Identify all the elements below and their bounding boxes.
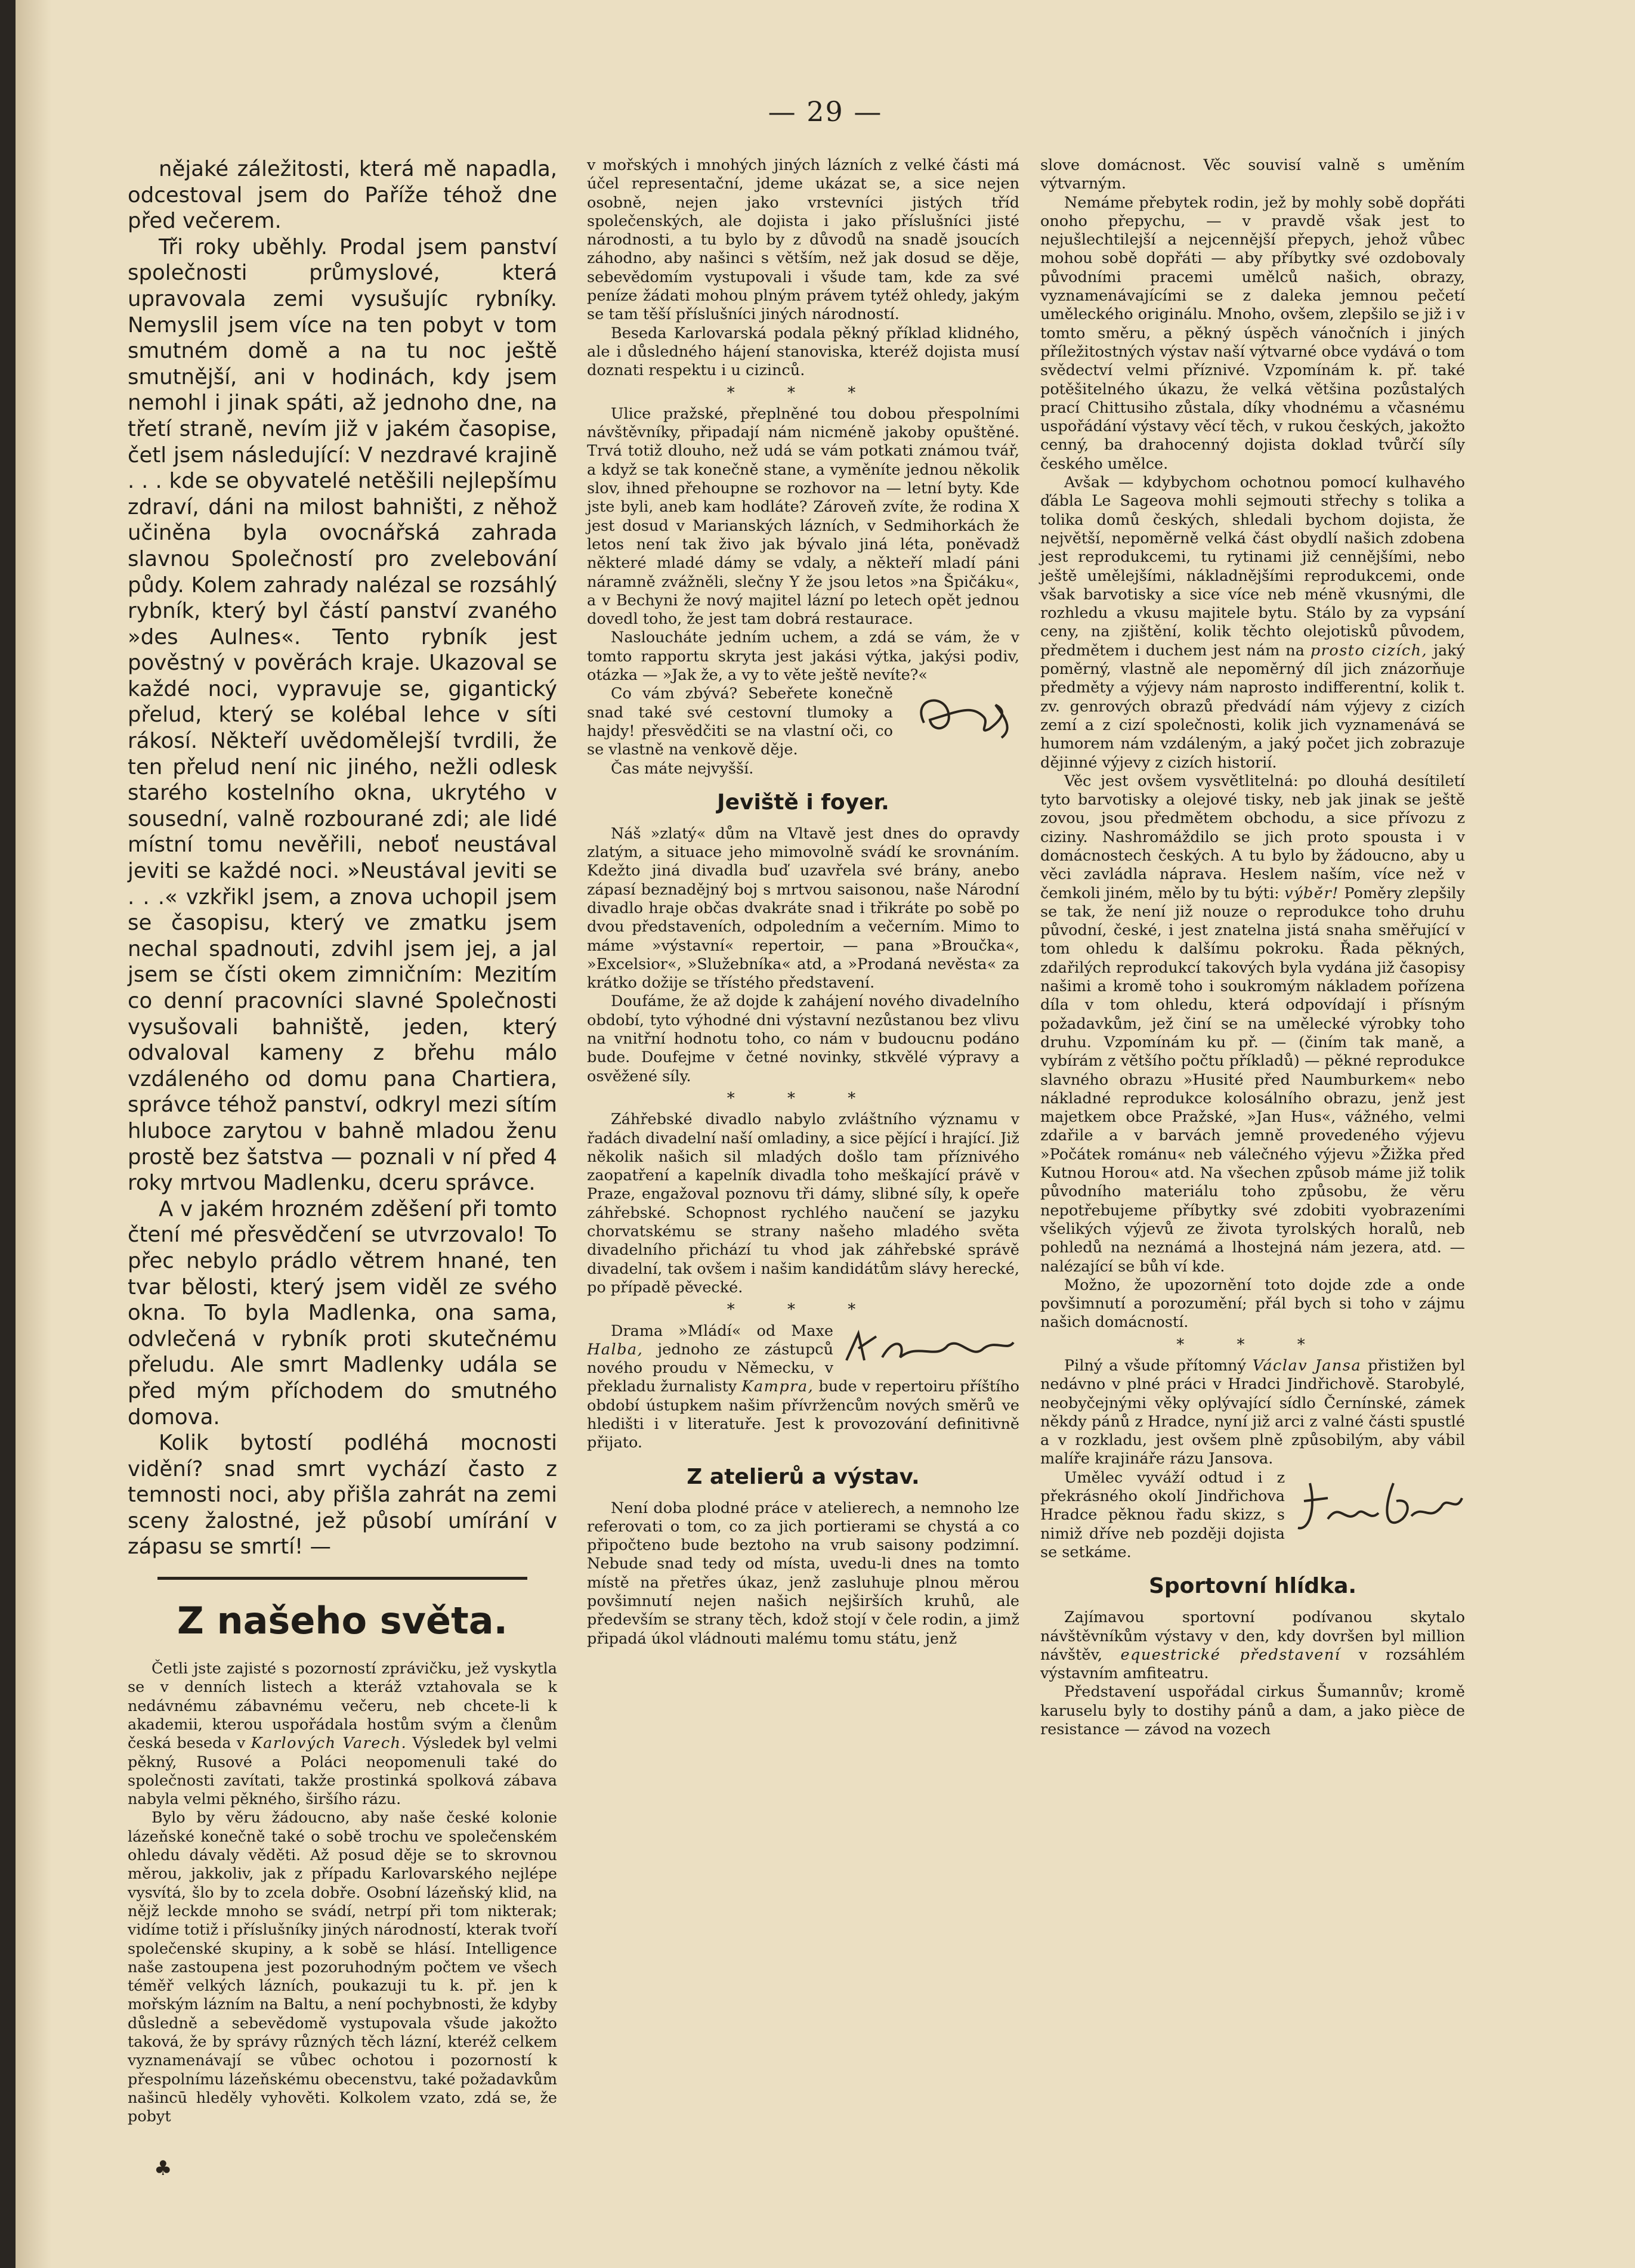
page-number: — 29 — [768, 95, 883, 128]
signature-2 [840, 1325, 1019, 1372]
article-paragraph: Nasloucháte jedním uchem, a zdá se vám, že v tomto rapportu skryta jest jakási výtka, jakýsi podiv, otázka — »Jak že, a vy to věte ještě nevíte?« [587, 629, 1019, 685]
article-paragraph: v mořských i mnohých jiných lázních z velké části má účel representační, jdeme ukázat se, a sice nejen osobně, nejen jako vrstevníci jistých tříd společenských, ale dojista i jako příslušníci jisté národnosti, a tu bylo by z důvodů na snadě jsoucích záhodno, aby našinci s větším, než jak dosud se děje, sebevědomím vystupovali i všude tam, kde za své peníze žádati mohou plným právem tytéž ohledy, jakým se tam těší příslušníci jiných národností. [587, 156, 1019, 324]
article-paragraph: Doufáme, že až dojde k zahájení nového divadelního období, tyto výhodné dni výstavní nezůstanou bez vlivu na vnitřní hodnotu toho, co nám v budoucnu podáno bude. Doufejme v četné novinky, stkvělé výpravy a osvěžené síly. [587, 992, 1019, 1085]
article-paragraph [1040, 1357, 1465, 1469]
article-paragraph: Náš »zlatý« dům na Vltavě jest dnes do opravdy zlatým, a situace jeho mimovolně svádí ke srovnáním. Kdežto jiná divadla buď uzavřela své brány, anebo zápasí beznadějný boj s mrtvou saisonou, naše Národní divadlo hraje občas dvakráte snad i třikráte po sobě po dvou představeních, odpoledním a večerním. Mimo to máme »výstavní« repertoir, — pana »Broučka«, »Excelsior«, »Služebníka« atd, a »Prodaná nevěsta« za krátko dožije se třístého představení. [587, 824, 1019, 992]
signature-3 [1292, 1471, 1465, 1543]
story-paragraph: Kolik bytostí podléhá mocnosti vidění? snad smrt vychází často z temnosti noci, aby přišla zahrát na zemi sceny žalostné, jež působí umírání v zápasu se smrtí! — [128, 1431, 557, 1560]
story-paragraph: A v jakém hrozném zděšení při tomto čtení mé přesvědčení se utvrzovalo! To přec nebylo prádlo větrem hnané, ten tvar bělosti, který jsem viděl ze svého okna. To byla Madlenka, ona sama, odvlečená v rybník proti skutečnému přeludu. Ale smrt Madlenky udála se před mým příchodem do smutného domova. [128, 1196, 557, 1430]
article-paragraph [1040, 1608, 1465, 1683]
article-paragraph: Umělec vyváží odtud i z překrásného okolí Jindřichova Hradce pěknou řadu skizz, s nimiž dříve neb později dojista se setkáme. [1040, 1468, 1285, 1561]
section-title-jeviste-i-foyer: Jeviště i foyer. [717, 790, 889, 815]
section-divider [157, 1577, 527, 1580]
text-run: Drama »Mládí« od Maxe [611, 1322, 833, 1340]
section-title-z-atelieru: Z atelierů a výstav. [687, 1464, 920, 1489]
text-run: Zajímavou sportovní podívanou skytalo návštěvníkům výstavy v den, kdy dovršen byl million návštěv, [1040, 1608, 1465, 1664]
section-separator-stars: * * * [727, 1301, 880, 1319]
emphasis-text: prosto cizích, [1310, 641, 1428, 660]
article-paragraph [128, 1660, 557, 1809]
text-run: Věc jest ovšem vysvětlitelná: po dlouhá desítiletí tyto barvotisky a olejové tisky, neb jak jinak se ještě zovou, jsou předmětem obchodu, a sice přívozu z ciziny. Nashromáždilo se jich proto spousta i v domácnostech českých. A tu bylo by žádoucno, aby u věci zavládla náprava. Heslem naším, více než v čemkoli jiném, mělo by tu býti: [1040, 772, 1465, 902]
story-paragraph: nějaké záležitosti, která mě napadla, odcestoval jsem do Paříže téhož dne před večerem. [128, 157, 557, 234]
section-separator-stars: * * * [727, 383, 880, 402]
signature-2-drawing [840, 1325, 1019, 1372]
story-paragraph: Tři roky uběhly. Prodal jsem panství společnosti průmyslové, která upravovala zemi vysušujíc rybníky. Nemyslil jsem více na ten pobyt v tom smutném domě a na tu noc ještě smutnější, ani v hodinách, kdy jsem nemohl i jinak spáti, až jednoho dne, na třetí straně, nevím již v jakém časopise, četl jsem následující: V nezdravé krajině . . . kde se obyvatelé netěšili nejlepšímu zdraví, dáni na milost bahništi, z něhož učiněna byla ovocnářská zahrada slavnou Společností pro zvelebování půdy. Kolem zahrady nalézal se rozsáhlý rybník, který byl částí panství zvaného »des Aulnes«. Tento rybník jest pověstný v pověrách kraje. Ukazoval se každé noci, vypravuje se, gigantický přelud, který se kolébal lehce v síti rákosí. Někteří uvědomělejší tvrdili, že ten přelud není nic jiného, nežli odlesk starého kostelního okna, ukrytého v sousední, valně rozbourané zdi; ale lidé místní tomu nevěřili, neboť neustával jeviti se každé noci. »Neustával jeviti se . . .« vzkřikl jsem, a znova uchopil jsem se časopisu, který ve zmatku jsem nechal spadnouti, zdvihl jsem jej, a jal jsem se čísti okem zimničním: Mezitím co denní pracovníci slavné Společnosti vysušovali bahniště, jeden, který odvaloval kameny z břehu málo vzdáleného od domu pana Chartiera, správce téhož panství, odkryl mezi sítím hluboce zarytou v bahně mladou ženu prostě bez šatstva — poznali v ní před 4 roky mrtvou Madlenku, dceru správce. [128, 234, 557, 1196]
signature-3-text: Jan Bukáj [1292, 1471, 1295, 1472]
article-paragraph: Co vám zbývá? Sebeřete konečně snad také své cestovní tlumoky a hajdy! přesvědčiti se na vlastní oči, co se vlastně na venkově děje. [587, 685, 893, 759]
signature-1-drawing [900, 687, 1019, 744]
section-separator-stars: * * * [1176, 1335, 1329, 1354]
article-paragraph: Představení uspořádal cirkus Šumannův; kromě karuselu byly to dostihy pánů a dam, a jako pièce de resistance — závod na vozech [1040, 1683, 1465, 1739]
column-3 [1040, 156, 1465, 1739]
emphasis-text: Halba, [587, 1340, 644, 1359]
section-body-z-naseho-sveta [128, 1660, 557, 2126]
section-title-z-naseho-sveta: Z našeho světa. [177, 1599, 508, 1643]
article-paragraph [1040, 772, 1465, 1276]
text-run: bude v repertoiru příštího období ústupkem našim přívržencům nových směrů ve hledišti i v literatuře. Jest k provozování definitivně přijato. [587, 1378, 1019, 1452]
printer-mark: ♣ [154, 2156, 172, 2180]
emphasis-text: výběr! [1284, 884, 1339, 902]
column-2 [587, 156, 1019, 1648]
emphasis-text: Kampra, [741, 1378, 814, 1396]
article-paragraph: slove domácnost. Věc souvisí valně s uměním výtvarným. [1040, 156, 1465, 193]
signature-1 [900, 687, 1019, 744]
signature-3-drawing [1292, 1471, 1465, 1543]
emphasis-text: equestrické představení [1120, 1645, 1341, 1664]
signature-1-text: Pavel [900, 687, 902, 688]
article-paragraph: Ulice pražské, přeplněné tou dobou přespolními návštěvníky, připadají nám nicméně jakoby opuštěné. Trvá totiž dlouho, než udá se vám potkati známou tvář, a když se tak konečně stane, a vyměníte jednou několik slov, ihned přehoupne se rozhovor na — letní byty. Kde jste byli, aneb kam hodláte? Zároveň zvíte, že rodina X jest dosud v Marianských lázních, v Sedmihorkách že letos není tak živo jak bývalo jiná léta, poněvadž některé mladé dámy se vdaly, a někteří mladí páni náramně zvážněli, slečny Y že jsou letos »na Špičáku«, a v Bechyni že nový majitel lázní po letech opět jednou dovedl toho, že jest tam dobrá restaurace. [587, 404, 1019, 629]
article-paragraph: Beseda Karlovarská podala pěkný příklad klidného, ale i důsledného hájení stanoviska, kteréž dojista musí doznati respektu i u cizinců. [587, 324, 1019, 380]
newspaper-page [16, 0, 1635, 2268]
text-run: Četli jste zajisté s pozorností zprávičku, jež vyskytla se v denních listech a kteráž vztahovala se k nedávnému zábavnému večeru, neb chcete-li k akademii, kterou uspořádala hostům svým a členům česká beseda v [128, 1660, 557, 1753]
article-paragraph: Čas máte nejvyšší. [611, 759, 754, 778]
article-paragraph: Záhřebské divadlo nabylo zvláštního významu v řadách divadelní naší omladiny, a sice pějící i hrající. Již několik našich sil mladých došlo tam příznivého zaopatření a kapelník divadla toho meškající právě v Praze, engažoval poznovu tři dámy, slibné síly, k opeře záhřebské. Schopnost rychlého naučení se jazyku chorvatskému se strany našeho mladého světa divadelního přichází tu vhod jak záhřebské správě divadelní, tak ovšem i našim kandidátům slávy herecké, po případě pěvecké. [587, 1110, 1019, 1297]
section-title-sportovni-hlidka: Sportovní hlídka. [1148, 1574, 1357, 1599]
signature-2-text: K. Kazimour [840, 1324, 845, 1325]
closing-block [587, 1322, 1019, 1453]
emphasis-text: Karlových Varech. [251, 1734, 407, 1753]
text-run: v rozsáhlém výstavním amfiteatru. [1040, 1645, 1465, 1683]
closing-block [587, 685, 1019, 778]
article-paragraph: Není doba plodné práce v atelierech, a nemnoho lze referovati o tom, co za jich portieramі se chystá a co připočteno bude beztoho na vrub saisony podzimní. Nebude snad tedy od místa, uvedu-li dnes na tomto místě na přetřes úkaz, jenž zasluhuje plnou měrou povšimnutí nejen našich nejširších kruhů, ale především se strany těch, kdož stojí v čele rodin, a jimž připadá úkol vládnouti malému tomu státu, jenž [587, 1499, 1019, 1648]
text-run: jednoho ze zástupců nového proudu v Německu, v překladu žurnalisty [587, 1340, 833, 1396]
article-paragraph: Nemáme přebytek rodin, jež by mohly sobě dopřáti onoho přepychu, — v pravdě však jest to nejušlechtilejší a nejcennější přepych, jehož vůbec mohou sobě dopřáti — aby příbytky své ozdobovaly původními pracemi umělců našich, obrazy, vyznamenávajícími se z daleka jemnou pečetí uměleckého originálu. Mnoho, ovšem, zlepšilo se již i v tomto směru, a pěkný úspěch vánočních i jiných příležitostných výstav naší výtvarné obce vydává o tom svědectví velmi příznivé. Vzpomínám k. př. také potěšitelného úkazu, že velká většina pozůstalých prací Chittusiho zůstala, díky vhodnému a včasnému uspořádání výstavy věcí těch, v rukou českých, jakožto cenný, ba drahocenný dojista doklad tvůrčí síly českého umělce. [1040, 193, 1465, 473]
article-paragraph [1040, 474, 1465, 772]
article-paragraph: Bylo by věru žádoucno, aby naše české kolonie lázeňské konečně také o sobě trochu ve společenském ohledu dávaly věděti. Až posud děje se to skrovnou měrou, jakkoliv, jak z případu Karlovarského nejlépe vysvítá, šlo by to zcela dobře. Osobní lázeňský klid, na nějž leckde mnoho se svádí, netrpí při tom nikterak; vidíme totiž i příslušníky jiných národností, kterak tvoří společenské skupiny, a k sobě se hlásí. Intelligence naše zastoupena jest pozoruhodným počtem ve všech téměř velkých lázních, poukazuji tu k. př. jen k mořským lázním na Baltu, a není pochybnosti, že kdyby důsledně a sebevědomě vystupovala všude jakožto taková, že by správy různých těch lázní, kteréž celkem vyznamenávají se vůbec ochotou i pozorností k přespolnímu lázeňskému obecenstvu, také požadavkům našincū hleděly vyhověti. Kolkolem vzato, zdá se, že pobyt [128, 1809, 557, 2126]
column-1 [128, 156, 557, 2126]
text-run: Poměry zlepšily se tak, že není již nouze o reprodukce toho druhu původní, české, i jest znatelna jistá snaha směřující v tom ohledu k dalšímu pokroku. Řada pěkných, zdařilých reprodukcí takových byla vydána již časopisy našimi a kromě toho i soukromým nákladem pořízena díla v tom ohledu, která odpovídají i přísným požadavkům, jež činí se na umělecké výrobky toho druhu. Vzpomínám ku př. — (činím tak maně, a vybírám z většího počtu příkladů) — pěkné reprodukce slavného obrazu »Husité před Naumburkem« nebo nákladné reprodukce kolosálního obrazu, jenž jest majetkem obce Pražské, »Jan Hus«, vážného, velmi zdařile a v barvách jemně provedeného výjevu »Počátek románu« neb válečného výjevu »Žižka před Kutnou Horou« atd. Na všechen způsob máme již tolik původního materiálu toho způsobu, že věru nepotřebujeme příbytky své zdobiti vyobrazeními všelikých výjevů ze života tyrolských horalů, neb pohledů na neznámá a lhostejná nám jezera, atd. — nalézající se bůh ví kde. [1040, 884, 1465, 1276]
text-run: Avšak — kdybychom ochotnou pomocí kulhavého ďábla Le Sageova mohli sejmouti střechy s tolika a tolika domů českých, shledali bychom dojista, že největší, nepoměrně velká část obydlí našich zdobena jest reprodukcemi, tu rytinami již cennějšími, nebo ještě umělejšími, nákladnějšími reprodukcemi, onde však barvotisky a sice více neb méně vkusnými, dle rozhledu a vkusu majitele bytu. Stálo by za vypsání ceny, na zjištění, kolik těchto olejotisků původem, předmětem i duchem jest nám na [1040, 474, 1465, 660]
section-separator-stars: * * * [727, 1089, 880, 1107]
text-run: přistižen byl nedávno v plné práci v Hradci Jindřichově. Starobylé, neobyčejnými věky oplývající sídlo Černínské, zámek někdy pánů z Hradce, nyní již arci z valné části spustlé a v rozkladu, jest ovšem plně způsobilým, aby vábil malíře krajináře rázu Jansova. [1040, 1357, 1465, 1468]
emphasis-text: Václav Jansa [1252, 1357, 1362, 1375]
text-run: Výsledek byl velmi pěkný, Rusové a Poláci neopomenuli také do společnosti zavítati, takže prostinká spolková zábava nabyla velmi pěkného, širšího rázu. [128, 1734, 557, 1809]
text-run: jaký poměrný, vlastně ale nepoměrný díl jich znázorňuje předměty a výjevy nám naprosto indifferentní, kolik t. zv. genrových obrazů předvádí nám výjevy z cizích zemí a z cizí společnosti, kolik jich vyznamenává se humorem nám vzdáleným, a jaký počet jich zobrazuje dějinné výjevy z cizích historií. [1040, 641, 1466, 772]
article-paragraph: Možno, že upozornění toto dojde zde a onde povšimnutí a porozumění; přál bych si toho v zájmu našich domácností. [1040, 1276, 1465, 1332]
closing-block [1040, 1469, 1465, 1562]
text-run: Pilný a všude přítomný [1064, 1357, 1246, 1375]
